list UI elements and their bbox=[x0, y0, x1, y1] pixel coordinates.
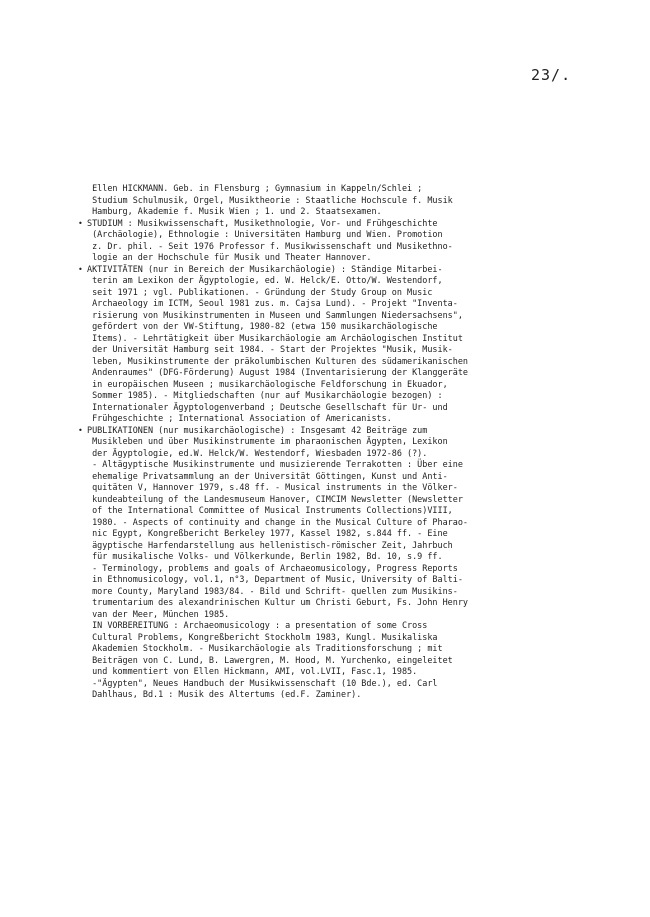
bullet-icon: • bbox=[78, 425, 83, 435]
line-text: in Ethnomusicology, vol.1, n°3, Department of Music, University of Balti- bbox=[87, 574, 463, 584]
line-text: ägyptische Harfendarstellung aus hellenistisch-römischer Zeit, Jahrbuch bbox=[87, 539, 453, 550]
text-line bbox=[87, 321, 567, 333]
text-line bbox=[87, 390, 567, 402]
text-line bbox=[87, 356, 567, 368]
line-text: - Altägyptische Musikinstrumente und musizierende Terrakotten : Über eine bbox=[87, 459, 463, 469]
line-text: ehemalige Privatsammlung an der Universität Göttingen, Kunst und Anti- bbox=[87, 470, 448, 481]
line-text: Ellen HICKMANN. Geb. in Flensburg ; Gymnasium in Kappeln/Schlei ; bbox=[87, 183, 423, 193]
text-line bbox=[87, 413, 567, 425]
line-text: Beiträgen von C. Lund, B. Lawergren, M. Hood, M. Yurchenko, eingeleitet bbox=[87, 654, 453, 665]
text-line bbox=[87, 310, 567, 322]
line-text: terin am Lexikon der Ägyptologie, ed. W. Helck/E. Otto/W. Westendorf, bbox=[87, 275, 443, 285]
line-text: of the International Committee of Musical Instruments Collections)VIII, bbox=[87, 505, 453, 515]
line-text: van der Meer, München 1985. bbox=[87, 608, 230, 619]
bullet-line bbox=[78, 263, 567, 276]
text-line bbox=[87, 448, 567, 460]
text-line bbox=[87, 574, 567, 586]
text-line bbox=[87, 252, 567, 264]
line-text: (Archäologie), Ethnologie : Universitäten Hamburg und Wien. Promotion bbox=[87, 229, 443, 239]
line-text: AKTIVITÄTEN (nur in Bereich der Musikarchäologie) : Ständige Mitarbei- bbox=[87, 263, 443, 274]
text-line bbox=[87, 241, 567, 253]
bullet-line bbox=[78, 424, 567, 437]
line-text: und kommentiert von Ellen Hickmann, AMI, vol.LVII, Fasc.1, 1985. bbox=[87, 666, 418, 676]
text-line bbox=[87, 459, 567, 471]
text-line bbox=[87, 563, 567, 575]
line-text: Items). - Lehrtätigkeit über Musikarchäologie am Archäologischen Institut bbox=[87, 332, 463, 343]
text-line bbox=[87, 528, 567, 540]
line-text: more County, Maryland 1983/84. - Bild und Schrift- quellen zum Musikins- bbox=[87, 585, 458, 596]
line-text: risierung von Musikinstrumenten in Museen und Sammlungen Niedersachsens", bbox=[87, 309, 463, 320]
line-text: Studium Schulmusik, Orgel, Musiktheorie : Staatliche Hochscule f. Musik bbox=[87, 194, 453, 205]
line-text: gefördert von der VW-Stiftung, 1980-82 (etwa 150 musikarchäologische bbox=[87, 321, 438, 331]
line-text: leben, Musikinstrumente der präkolumbischen Kulturen des südamerikanischen bbox=[87, 355, 468, 366]
text-line bbox=[87, 632, 567, 644]
line-text: STUDIUM : Musikwissenschaft, Musikethnologie, Vor- und Frühgeschichte bbox=[87, 217, 438, 228]
text-line bbox=[87, 436, 567, 448]
text-line bbox=[87, 609, 567, 621]
line-text: Andenraumes" (DFG-Förderung) August 1984 (Inventarisierung der Klanggeräte bbox=[87, 367, 468, 377]
line-text: -"Ägypten", Neues Handbuch der Musikwissenschaft (10 Bde.), ed. Carl bbox=[87, 677, 438, 688]
line-text: Internationaler Ägyptologenverband ; Deutsche Gesellschaft für Ur- und bbox=[87, 401, 448, 412]
text-line bbox=[87, 678, 567, 690]
text-line bbox=[87, 367, 567, 379]
line-text: Musikleben und über Musikinstrumente im pharaonischen Ägypten, Lexikon bbox=[87, 436, 448, 446]
text-line bbox=[87, 298, 567, 310]
text-line bbox=[87, 551, 567, 563]
text-line bbox=[87, 402, 567, 414]
text-line bbox=[87, 482, 567, 494]
line-text: kundeabteilung of the Landesmuseum Hanover, CIMCIM Newsletter (Newsletter bbox=[87, 493, 463, 504]
text-line bbox=[87, 195, 567, 207]
bullet-icon: • bbox=[78, 218, 83, 228]
bullet-icon: • bbox=[78, 264, 83, 274]
text-line bbox=[87, 505, 567, 517]
text-line bbox=[87, 379, 567, 391]
text-line bbox=[87, 666, 567, 678]
line-text: z. Dr. phil. - Seit 1976 Professor f. Musikwissenschaft und Musikethno- bbox=[87, 240, 453, 251]
text-line bbox=[87, 206, 567, 218]
text-line bbox=[87, 540, 567, 552]
line-text: logie an der Hochschule für Musik und Theater Hannover. bbox=[87, 252, 372, 262]
line-text: für musikalische Volks- und Völkerkunde, Berlin 1982, Bd. 10, s.9 ff. bbox=[87, 551, 443, 561]
text-line bbox=[87, 471, 567, 483]
text-line bbox=[87, 229, 567, 241]
line-text: IN VORBEREITUNG : Archaeomusicology : a presentation of some Cross bbox=[87, 620, 428, 630]
text-line bbox=[87, 344, 567, 356]
line-text: Cultural Problems, Kongreßbericht Stockholm 1983, Kungl. Musikaliska bbox=[87, 631, 438, 642]
text-line bbox=[87, 689, 567, 701]
line-text: trumentarium des alexandrinischen Kultur um Christi Geburt, Fs. John Henry bbox=[87, 597, 468, 607]
line-text: Sommer 1985). - Mitgliedschaften (nur auf Musikarchäologie bezogen) : bbox=[87, 390, 443, 400]
text-line bbox=[87, 275, 567, 287]
line-text: nic Egypt, Kongreßbericht Berkeley 1977, Kassel 1982, s.844 ff. - Eine bbox=[87, 528, 448, 538]
text-line bbox=[87, 183, 567, 195]
bullet-line bbox=[78, 217, 567, 230]
line-text: Akademien Stockholm. - Musikarchäologie als Traditionsforschung ; mit bbox=[87, 643, 443, 653]
text-line bbox=[87, 655, 567, 667]
line-text: der Ägyptologie, ed.W. Helck/W. Westendorf, Wiesbaden 1972-86 (?). bbox=[87, 447, 428, 458]
line-text: 1980. - Aspects of continuity and change in the Musical Culture of Pharao- bbox=[87, 516, 468, 527]
line-text: quitäten V, Hannover 1979, s.48 ff. - Musical instruments in the Völker- bbox=[87, 482, 458, 492]
text-line bbox=[87, 643, 567, 655]
text-line bbox=[87, 494, 567, 506]
line-text: Frühgeschichte ; International Association of Americanists. bbox=[87, 413, 392, 423]
line-text: PUBLIKATIONEN (nur musikarchäologische) : Insgesamt 42 Beiträge zum bbox=[87, 424, 428, 435]
line-text: - Terminology, problems and goals of Archaeomusicology, Progress Reports bbox=[87, 562, 458, 573]
line-text: Dahlhaus, Bd.1 : Musik des Altertums (ed.F. Zaminer). bbox=[87, 689, 362, 699]
text-line bbox=[87, 333, 567, 345]
page-number: 23/. bbox=[531, 66, 572, 84]
text-line bbox=[87, 517, 567, 529]
line-text: in europäischen Museen ; musikarchäologische Feldforschung in Ekuador, bbox=[87, 378, 448, 389]
line-text: Hamburg, Akademie f. Musik Wien ; 1. und 2. Staatsexamen. bbox=[87, 206, 382, 216]
document-body bbox=[78, 183, 567, 701]
line-text: Archaeology im ICTM, Seoul 1981 zus. m. Cajsa Lund). - Projekt "Inventa- bbox=[87, 298, 458, 308]
line-text: seit 1971 ; vgl. Publikationen. - Gründung der Study Group on Music bbox=[87, 286, 433, 297]
text-line bbox=[87, 597, 567, 609]
text-line bbox=[87, 586, 567, 598]
line-text: der Universität Hamburg seit 1984. - Start der Projektes "Musik, Musik- bbox=[87, 344, 453, 354]
text-line bbox=[87, 620, 567, 632]
text-line bbox=[87, 287, 567, 299]
